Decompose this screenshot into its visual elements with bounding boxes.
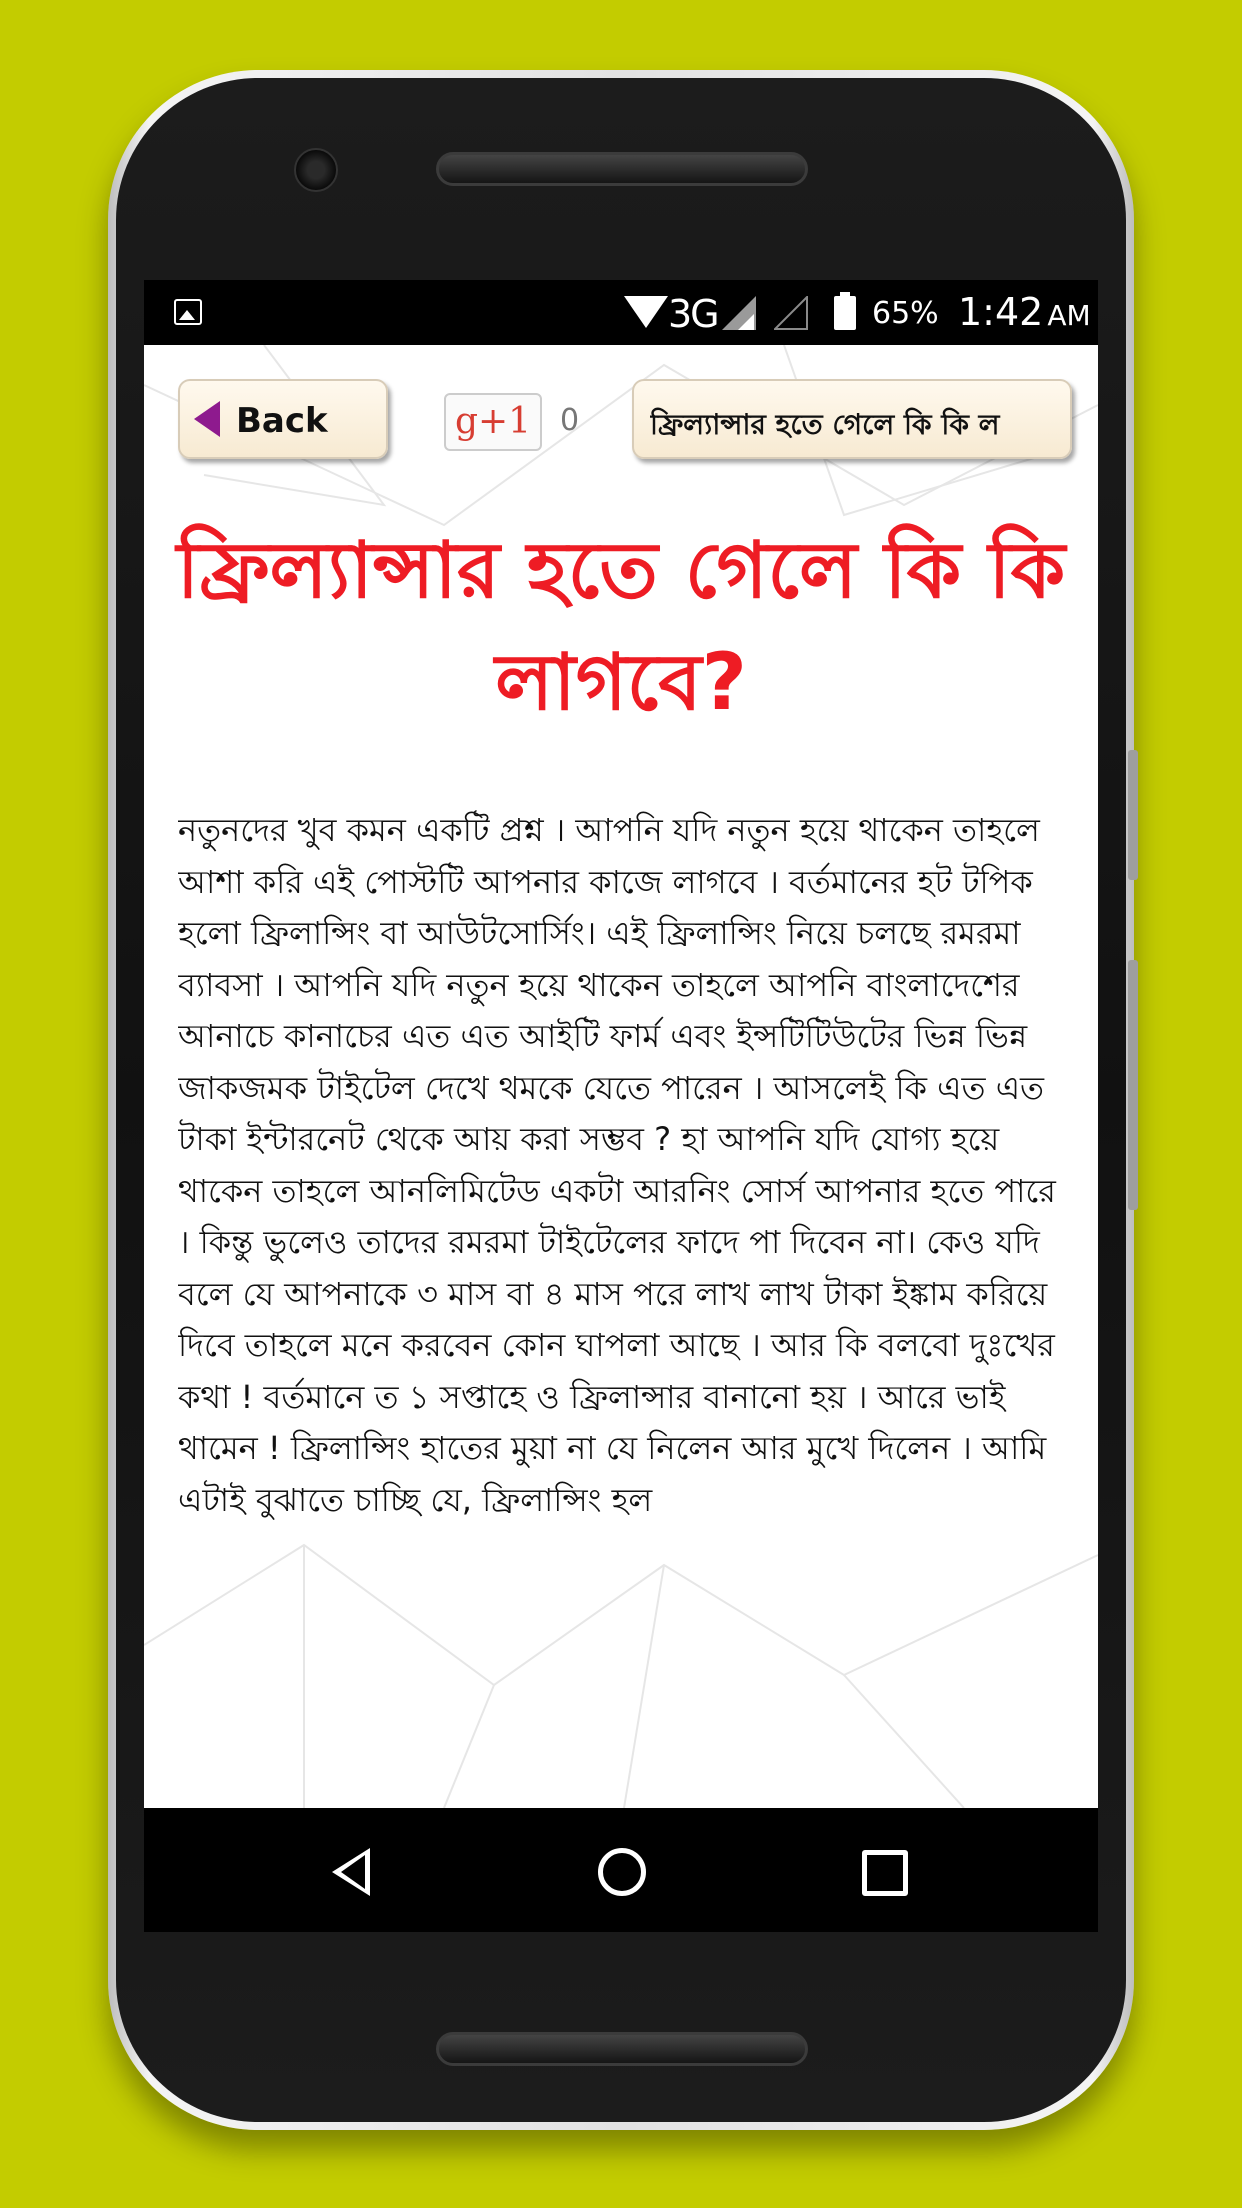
volume-button <box>1128 960 1138 1210</box>
back-arrow-icon <box>194 401 220 437</box>
network-type: 3G <box>668 292 718 336</box>
back-button[interactable] <box>178 379 388 459</box>
back-label: Back <box>236 401 328 441</box>
status-bar <box>144 280 1098 345</box>
screen <box>144 280 1098 1932</box>
article-title-button[interactable] <box>632 379 1072 459</box>
signal-icon <box>722 296 756 330</box>
article-title: ফ্রিল্যান্সার হতে গেলে কি কি লাগবে? <box>176 526 1066 728</box>
clock-time: 1:42 <box>958 290 1044 334</box>
article-body: নতুনদের খুব কমন একটি প্রশ্ন । আপনি যদি নতুন হয়ে থাকেন তাহলে আশা করি এই পোস্টটি আপনার কাজে লাগবে । বর্তমানের হট টপিক হলো ফ্রিলান্সিং বা আউটসোর্সিং। এই ফ্রিলান্সিং নিয়ে চলছে রমরমা ব্যাবসা । আপনি যদি নতুন হয়ে থাকেন তাহলে আপনি বাংলাদেশের আনাচে কানাচের এত এত আইটি ফার্ম এবং ইন্সটিটিউটের ভিন্ন ভিন্ন জাকজমক টাইটেল দেখে থমকে যেতে পারেন । আসলেই কি এত এত টাকা ইন্টারনেট থেকে আয় করা সম্ভব ? হা আপনি যদি যোগ্য হয়ে থাকেন তাহলে আনলিমিটেড একটা আরনিং সোর্স আপনার হতে পারে । কিন্তু ভুলেও তাদের রমরমা টাইটেলের ফাদে পা দিবেন না। কেও যদি বলে যে আপনাকে ৩ মাস বা ৪ মাস পরে লাখ লাখ টাকা ইঙ্কাম করিয়ে দিবে তাহলে মনে করবেন কোন ঘাপলা আছে । আর কি বলবো দুঃখের কথা ! বর্তমানে ত ১ সপ্তাহে ও ফ্রিলান্সার বানানো হয় । আরে ভাই থামেন ! ফ্রিলান্সিং হাতের মুয়া না যে নিলেন আর মুখে দিলেন । আমি এটাই বুঝাতে চাচ্ছি যে, ফ্রিলান্সিং হল <box>178 811 1056 1519</box>
nav-back-icon[interactable] <box>332 1848 370 1896</box>
power-button <box>1128 750 1138 880</box>
article-title-button-label: ফ্রিল্যান্সার হতে গেলে কি কি ল <box>650 408 1000 441</box>
clock <box>958 290 1091 334</box>
google-plus-count: 0 <box>560 403 580 438</box>
battery-icon <box>834 296 856 330</box>
google-plus-one-button[interactable]: g+1 <box>444 393 542 451</box>
battery-percent: 65% <box>872 296 939 331</box>
signal-empty-icon <box>774 296 808 330</box>
nav-home-icon[interactable] <box>598 1848 646 1896</box>
nav-recent-apps-icon[interactable] <box>862 1850 908 1896</box>
image-notification-icon <box>174 299 202 325</box>
wifi-icon <box>624 296 668 328</box>
navigation-bar <box>144 1808 1098 1932</box>
app-content <box>144 345 1098 1808</box>
front-camera <box>294 148 338 192</box>
top-speaker <box>436 152 808 186</box>
bottom-speaker <box>436 2032 808 2066</box>
toolbar <box>144 345 1098 475</box>
clock-ampm: AM <box>1047 299 1091 332</box>
